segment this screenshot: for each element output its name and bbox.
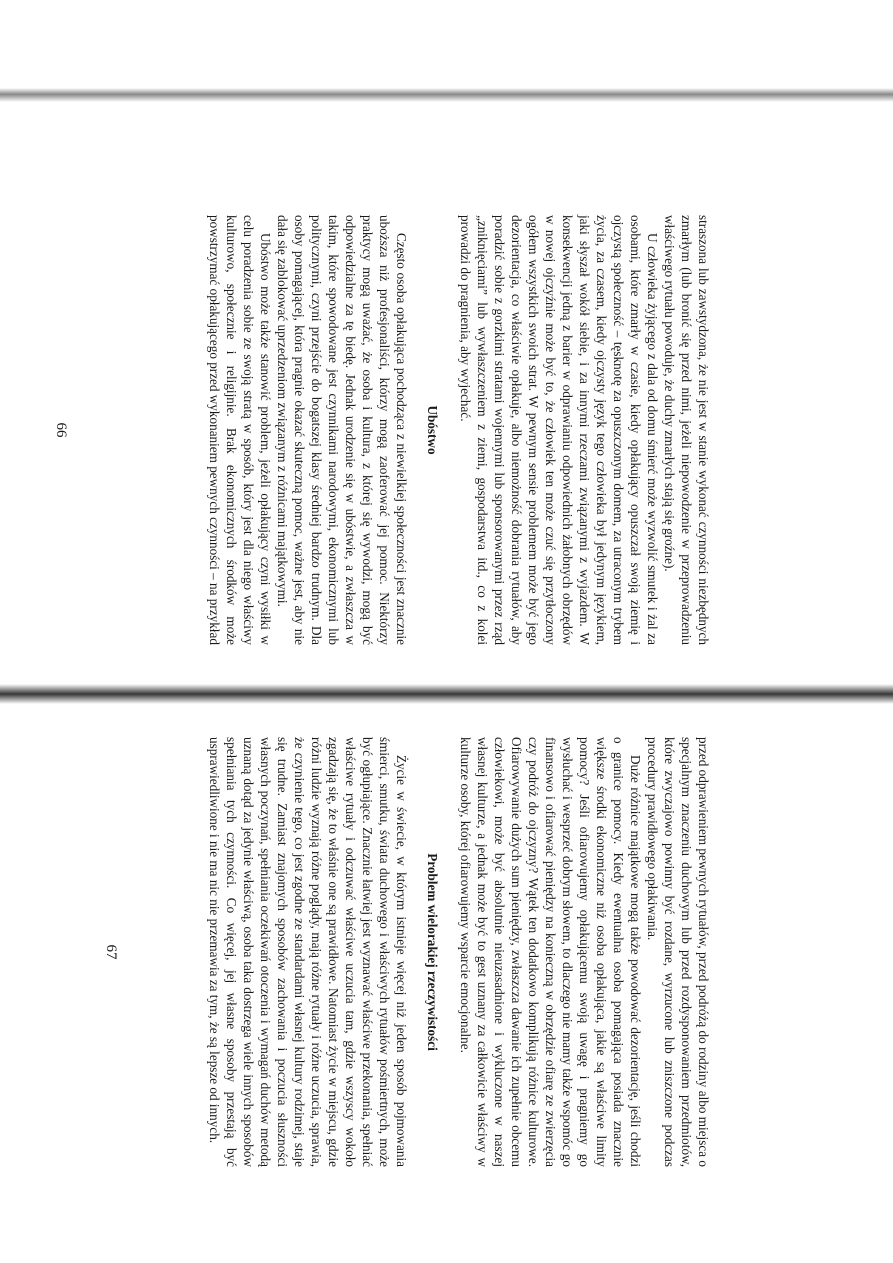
page66-paragraph-1: straszona lub zawstydzona, że nie jest w stanie wykonać czynności niezbędnych zmarłym (lub bronić się przed nimi, jeżeli niepowodzenie w przeprowadzeniu właściwego rytuału powoduje, że duchy zmarłych stają się groźne). <box>662 215 711 645</box>
page67-paragraph-2: Duże różnice majątkowe mogą także powodować dezorientację, jeśli chodzi o granice pomocy. Kiedy ewentualna osoba pomagająca posiada znacznie większe środki ekonomiczne niż osoba opłakująca, jakie są właściwe limity pomocy? Jeśli ofiarowujemy opłakującemu swoją uwagę i pragniemy go wysłuchać i wesprzeć dobrym słowem, to dlaczego nie mamy także wspomóc go finansowo i ofiarować pieniędzy na konieczną w obrzędzie ofiarę ze zwierzęcia czy podróż do ojczyzny? Wątek ten dodatkowo komplikują różnice kulturowe. Ofiarowywanie dużych sum pieniędzy, zwłaszcza dawanie ich zupełnie obcemu człowiekowi, może być absolutnie nieuzasadnione i wykluczone w naszej własnej kulturze, a jednak może być to gest uznany za całkowicie właściwy w kulturze osoby, której ofiarowujemy wsparcie emocjonalne. <box>458 737 643 1167</box>
section-heading-ubostwo: Ubóstwo <box>425 405 440 455</box>
page-number-67: 67 <box>103 944 119 960</box>
page66-paragraph-2: U człowieka żyjącego z dala od domu śmierć może wyzwolić smutek i żal za osobami, które zmarły w czasie, kiedy opłakujący opuszczał swoją ziemię i ojczystą społeczność – tęsknotę za opuszczonym domem, za utraconym trybem życia, za czasem, kiedy ojczysty język tego człowieka był jedynym językiem, jaki słyszał wokół siebie, i za innymi rzeczami związanymi z wyjazdem. W konsekwencji jedną z barier w odprawianiu odpowiednich żałobnych obrzędów w nowej ojczyźnie może być to, że człowiek ten może czuć się przytłoczony ogółem wszystkich swoich strat. W pewnym sensie problemem może być jego dezorientacja, co właściwie opłakuje, albo niemożność dobrania rytuałów, aby poradzić sobie z gorzkimi stratami wojennymi lub sponsorowanymi przez rząd „zniknięciami” lub wywłaszczeniem z ziemi, gospodarstwa itd., co z kolei prowadzi do pragnienia, aby wyjechać. <box>458 215 660 645</box>
page-number-66: 66 <box>53 422 69 438</box>
section-heading-problem-wielorakiej-rzeczywistosci: Problem wielorakiej rzeczywistości <box>425 853 440 1051</box>
book-page-67 <box>102 737 712 1167</box>
page67-paragraph-1: przed odprawieniem pewnych rytuałów, przed podróżą do rodziny albo miejsca o specjalnym znaczeniu duchowym lub przed rozdysponowaniem przedmiotów, które zwyczajowo powinny być rozdane, wyrzucone lub zniszczone podczas procedury prawidłowego opłakiwania. <box>645 737 711 1167</box>
page67-paragraph-3: Życie w świecie, w którym istnieje więcej niż jeden sposób pojmowania śmierci, smutku, świata duchowego i właściwych rytuałów pośmiertnych, może być ogłupiające. Znacznie łatwiej jest wyznawać właściwe przekonania, spełniać właściwe rytuały i odczuwać właściwe uczucia tam, gdzie wszyscy wokoło zgadzają się, że to właśnie one są prawidłowe. Natomiast życie w miejscu, gdzie różni ludzie wyznają różne poglądy, mają różne rytuały i różne uczucia, sprawia, że czynienie tego, co jest zgodne ze standardami własnej kultury rodzimej, staje się trudne. Zamiast znajomych sposobów zachowania i poczucia słuszności własnych poczynań, spełniania oczekiwań otoczenia i wymagań duchów metodą uznaną dotąd za jedynie właściwą, osoba taka dostrzega wiele innych sposobów spełniania tych czynności. Co więcej, jej własne sposoby przestają być usprawiedliwione i nie ma nic nie przemawia za tym, że są lepsze od innych. <box>207 737 409 1167</box>
book-page-66 <box>52 215 712 645</box>
page66-paragraph-4: Ubóstwo może także stanowić problem, jeżeli opłakujący czyni wysiłki w celu poradzenia sobie ze swoją stratą w sposób, który jest dla niego właściwy kulturowo, społecznie i religijnie. Brak ekonomicznych środków może powstrzymać opłakującego przed wykonaniem pewnych czynności – na przykład <box>207 215 273 645</box>
page66-paragraph-3: Często osoba opłakująca pochodząca z niewielkiej społeczności jest znacznie uboższa niż profesjonaliści, którzy mogą zaoferować jej pomoc. Niektórzy praktycy mogą uważać, że osoba i kultura, z której się wywodzi, mogą być odpowiedzialne za tę biedę. Jednak urodzenie się w ubóstwie, a zwłaszcza w takim, które spowodowane jest czynnikami narodowymi, ekonomicznymi lub politycznymi, czyni przejście do bogatszej klasy średniej bardzo trudnym. Dla osoby pomagającej, która pragnie okazać skuteczną pomoc, ważne jest, aby nie dała się zablokować uprzedzeniom związanym z różnicami majątkowymi. <box>275 215 409 645</box>
scan-edge-top <box>0 88 893 102</box>
scan-fold-shadow <box>0 684 893 704</box>
